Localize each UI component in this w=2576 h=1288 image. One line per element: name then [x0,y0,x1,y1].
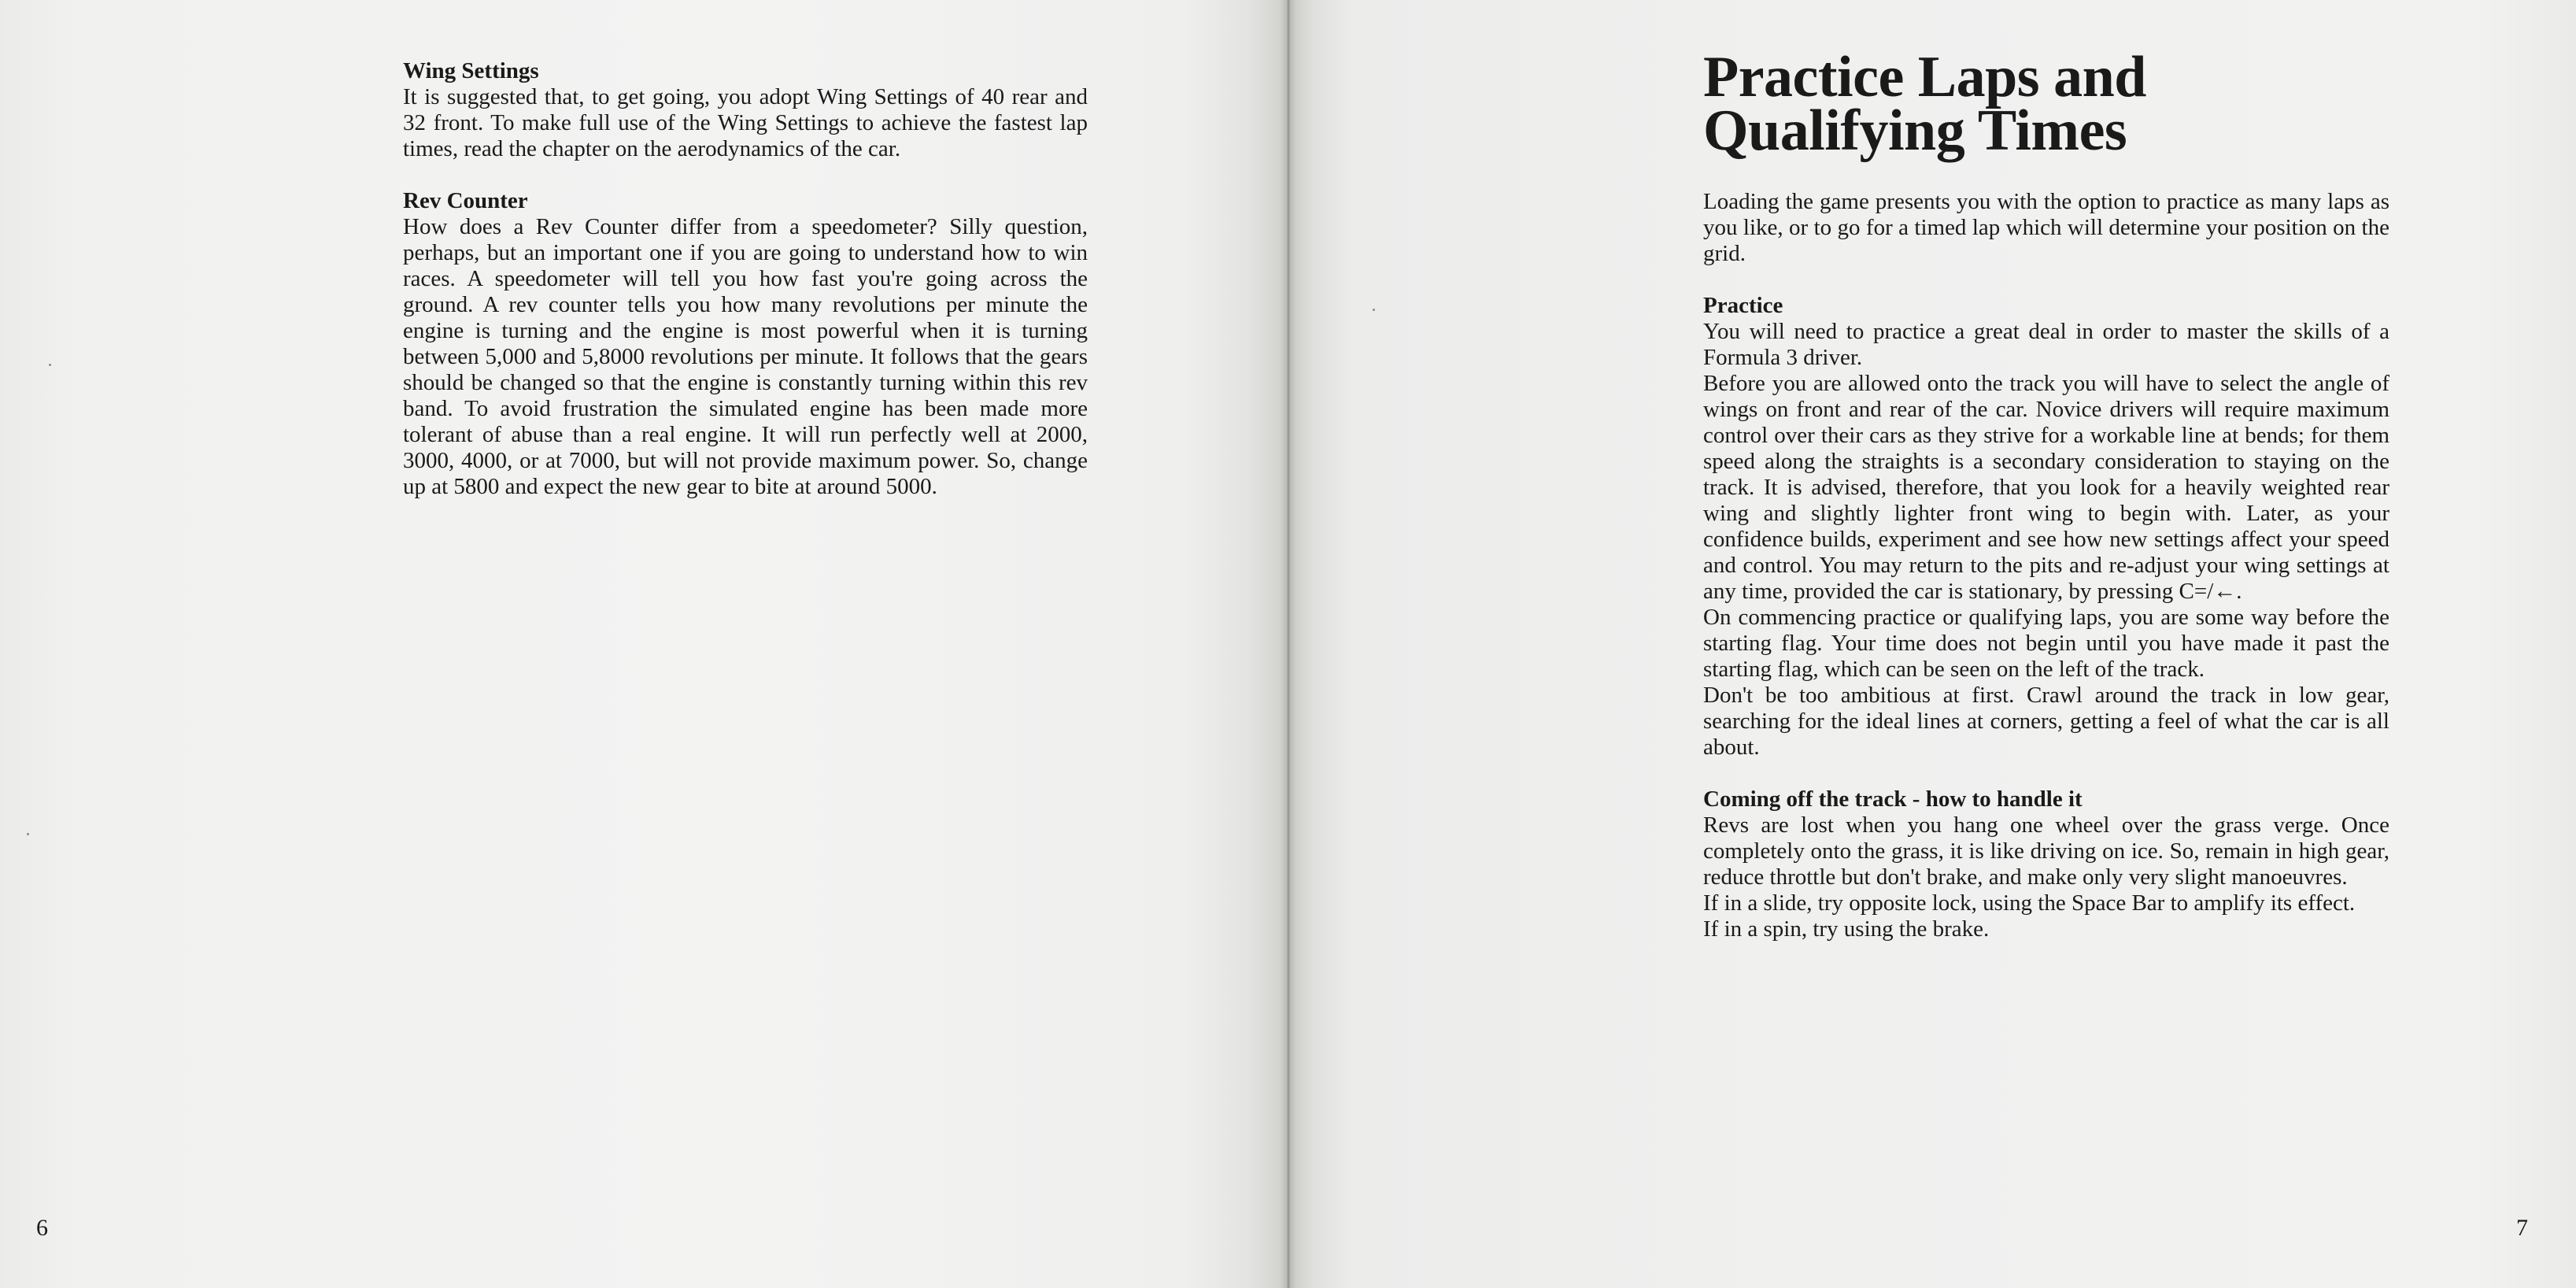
section-body: It is suggested that, to get going, you adopt Wing Settings of 40 rear and 32 front. To make full use of the Wing Settings to achieve the fastest lap times, read the chapter on the aerodynamics of the car. [403,84,1088,161]
title-line: Practice Laps and [1703,45,2146,109]
wing-settings-section [403,58,1088,162]
paragraph: If in a slide, try opposite lock, using the Space Bar to amplify its effect. [1703,890,2356,916]
title-line: Qualifying Times [1703,98,2127,163]
paper-speck [1373,309,1375,311]
section-heading: Practice [1703,293,1783,318]
paragraph: Before you are allowed onto the track you will have to select the angle of wings on front and rear of the car. Novice drivers will require maximum control over their cars as they strive for a workable line at bends; for them speed along the straights is a secondary consideration to staying on the track. It is advised, therefore, that you look for a heavily weighted rear wing and slightly lighter front wing to begin with. Later, as your confidence builds, experiment and see how new settings affect your speed and control. You may return to the pits and re-adjust your wing settings at any time, provided the car is stationary, by pressing C=/←. [1703,371,2389,604]
intro-paragraph: Loading the game presents you with the option to practice as many laps as you like, or to go for a timed lap which will determine your position on the grid. [1703,189,2389,266]
paragraph: Don't be too ambitious at first. Crawl around the track in low gear, searching for the ideal lines at corners, getting a feel of what the car is all about. [1703,683,2389,760]
paragraph: If in a spin, try using the brake. [1703,916,1990,942]
rev-counter-section [403,188,1088,500]
paragraph: On commencing practice or qualifying laps, you are some way before the starting flag. Your time does not begin until you have made it past the starting flag, which can be seen on the left of the track. [1703,605,2389,682]
paper-speck [49,364,51,366]
section-body: How does a Rev Counter differ from a speedometer? Silly question, perhaps, but an important one if you are going to understand how to win races. A speedometer will tell you how fast you're going across the ground. A rev counter tells you how many revolutions per minute the engine is turning and the engine is most powerful when it is turning between 5,000 and 5,8000 revolutions per minute. It follows that the gears should be changed so that the engine is constantly turning within this rev band. To avoid frustration the simulated engine has been made more tolerant of abuse than a real engine. It will run perfectly well at 2000, 3000, 4000, or at 7000, but will not provide maximum power. So, change up at 5800 and expect the new gear to bite at around 5000. [403,214,1088,499]
coming-off-track-section [1703,786,2389,942]
left-text-column [403,58,1088,526]
section-heading: Coming off the track - how to handle it [1703,786,2083,812]
book-gutter [1280,0,1297,1288]
page-number: 7 [2516,1215,2528,1241]
right-text-column [1703,45,2389,968]
paragraph: You will need to practice a great deal in order to master the skills of a Formula 3 driver. [1703,319,2389,370]
page-title [1703,45,2389,163]
right-page [1288,0,2576,1288]
paper-speck [27,833,29,835]
paragraph: Revs are lost when you hang one wheel over the grass verge. Once completely onto the grass, it is like driving on ice. So, remain in high gear, reduce throttle but don't brake, and make only very slight manoeuvres. [1703,812,2389,890]
practice-section [1703,293,2389,761]
page-number: 6 [36,1215,48,1241]
section-heading: Rev Counter [403,188,528,213]
section-heading: Wing Settings [403,58,539,83]
